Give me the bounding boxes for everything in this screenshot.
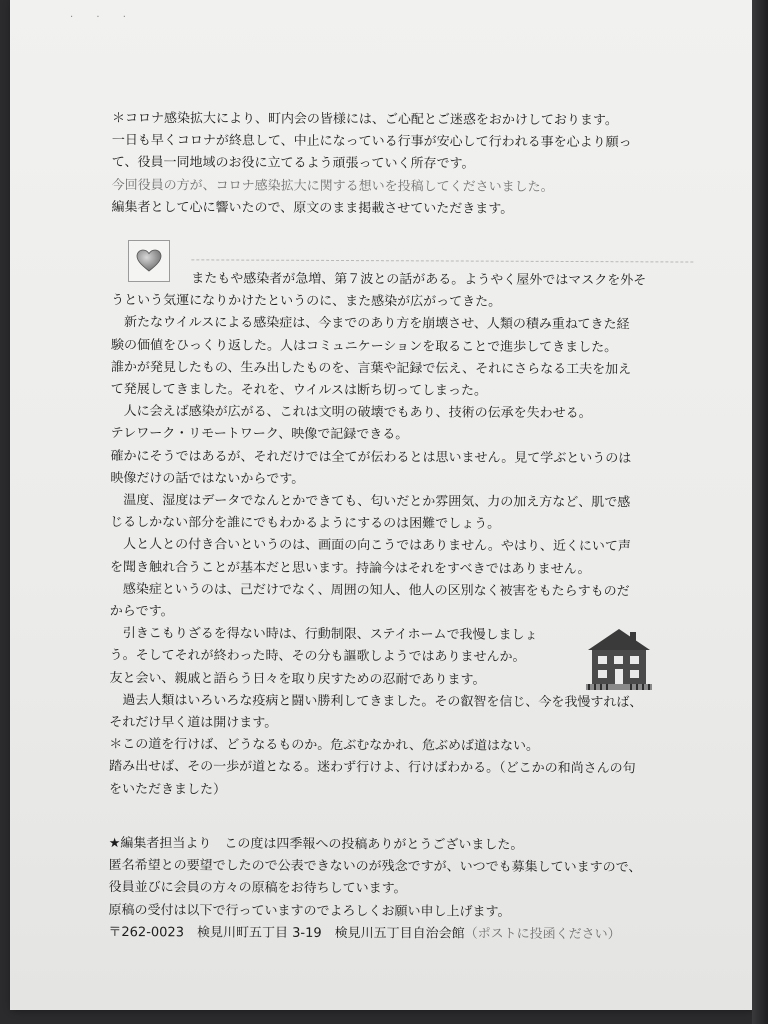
- essay-line: 映像だけの話ではないからです。: [110, 470, 305, 487]
- essay-line: 確かにそうではあるが、それだけでは全てが伝わるとは思いません。見て学ぶというのは: [110, 448, 632, 466]
- address-line: [108, 922, 678, 947]
- background-edge: [752, 0, 768, 1024]
- essay-line: 友と会い、親戚と語らう日々を取り戻すための忍耐であります。: [109, 670, 486, 688]
- essay-line: て発展してきました。それを、ウイルスは断ち切ってしまった。: [110, 382, 488, 399]
- essay-line: 新たなウイルスによる感染症は、今までのあり方を崩壊させ、人類の積み重ねてきた経: [124, 315, 630, 333]
- essay-line: 過去人類はいろいろな疫病と闘い勝利してきました。その叡智を信じ、今を我慢すれば、: [122, 692, 643, 711]
- punch-marks: · · ·: [70, 12, 136, 23]
- essay-line: それだけ早く道は開けます。: [109, 715, 278, 731]
- address-note: （ポストに投函ください）: [464, 926, 621, 942]
- essay-section: [109, 268, 681, 803]
- intro-line: 今回役員の方が、コロナ感染拡大に関する想いを投稿してくださいました。: [111, 177, 554, 195]
- intro-line: ＊コロナ感染拡大により、町内会の皆様には、ご心配とご迷惑をおかけしております。: [111, 110, 618, 129]
- essay-line: を聞き触れ合うことが基本だと思います。持論今はそれをすべきではありません。: [109, 559, 591, 577]
- intro-line: 編集者として心に響いたので、原文のまま掲載させていただきます。: [111, 199, 514, 217]
- editor-line: 役員並びに会員の方々の原稿をお待ちしています。: [108, 880, 407, 897]
- address-text: 〒262-0023 検見川町五丁目 3-19 検見川五丁目自治会館: [108, 924, 465, 942]
- essay-line: テレワーク・リモートワーク、映像で記録できる。: [110, 426, 409, 443]
- essay-line: 踏み出せば、その一歩が道となる。迷わず行けよ、行けばわかる。（どこかの和尚さんの句: [109, 759, 636, 777]
- document-body: [108, 108, 682, 946]
- essay-line: 感染症というのは、己だけでなく、周囲の知人、他人の区別なく被害をもたらすものだ: [122, 581, 630, 600]
- essay-line: う。そしてそれが終わった時、その分も謳歌しようではありませんか。: [109, 648, 526, 666]
- essay-line: またもや感染者が急増、第７波との話がある。ようやく屋外ではマスクを外そ: [191, 271, 647, 289]
- essay-line: からです。: [109, 604, 174, 620]
- essay-line: 人と人との付き合いというのは、画面の向こうではありません。やはり、近くにいて声: [123, 537, 631, 555]
- essay-line: 誰かが発見したもの、生み出したものを、言葉や記録で伝え、それにさらなる工夫を加え: [110, 359, 632, 378]
- editor-line: 匿名希望との要望でしたので公表できないのが残念ですが、いつでも募集していますので、: [108, 858, 642, 876]
- essay-line: 人に会えば感染が広がる、これは文明の破壊でもあり、技術の伝承を失わせる。: [123, 404, 592, 422]
- intro-line: て、役員一同地域のお役に立てるよう頑張っていく所存です。: [111, 155, 475, 172]
- essay-line: 温度、湿度はデータでなんとかできても、匂いだとか雰囲気、力の加え方など、肌で感: [123, 493, 631, 511]
- essay-line: うという気運になりかけたというのに、また感染が広がってきた。: [111, 293, 502, 310]
- essay-line: 験の価値をひっくり返した。人はコミュニケーションを取ることで進歩してきました。: [110, 337, 618, 355]
- editor-heading: ★編集者担当より この度は四季報への投稿ありがとうございました。: [108, 835, 524, 853]
- section-divider: [191, 259, 693, 262]
- intro-line: 一日も早くコロナが終息して、中止になっている行事が安心して行われる事を心より願っ: [111, 133, 632, 151]
- essay-line: じるしかない部分を誰にでもわかるようにするのは困難でしょう。: [110, 515, 501, 532]
- intro-section: [112, 108, 682, 222]
- essay-line: 引きこもりざるを得ない時は、行動制限、ステイホームで我慢しましょ: [122, 626, 538, 644]
- essay-line: ＊この道を行けば、どうなるものか。危ぶむなかれ、危ぶめば道はない。: [109, 737, 540, 755]
- editor-section: [108, 833, 678, 947]
- editor-line: 原稿の受付は以下で行っていますのでよろしくお願い申し上げます。: [108, 902, 511, 920]
- essay-line: をいただきました）: [108, 781, 227, 798]
